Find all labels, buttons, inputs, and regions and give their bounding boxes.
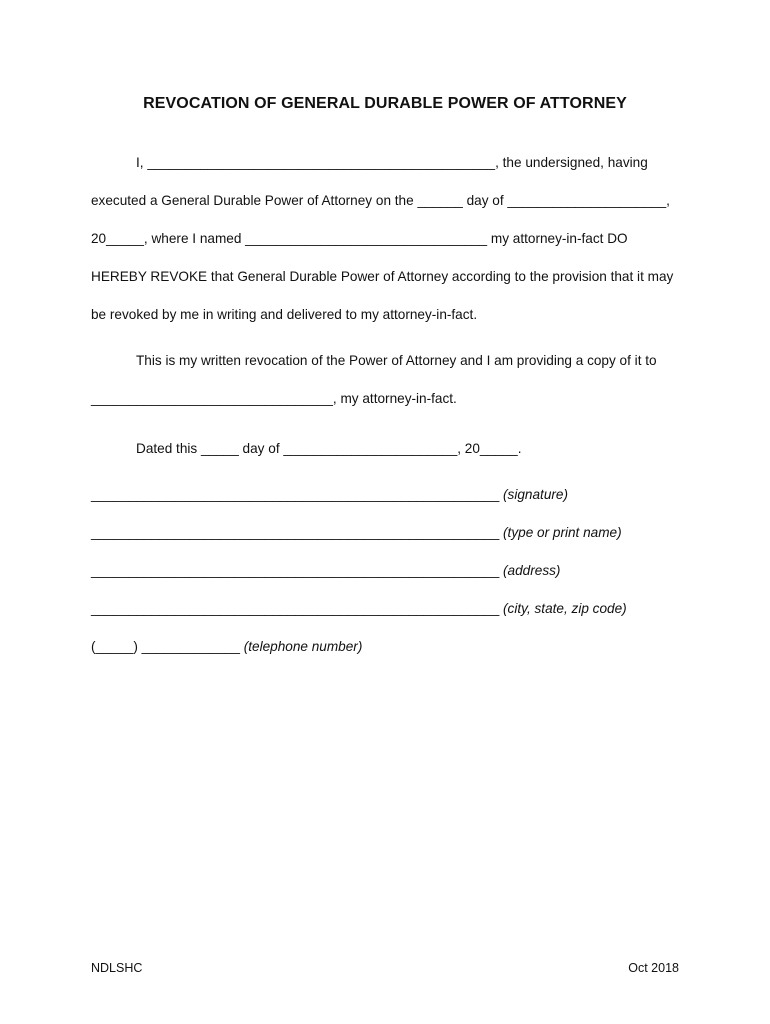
paragraph-1-line-5: be revoked by me in writing and delivered to my attorney-in-fact. bbox=[91, 307, 478, 322]
telephone-line bbox=[91, 638, 691, 656]
print-name-line bbox=[91, 524, 691, 542]
telephone-blank: (_____) _____________ bbox=[91, 639, 244, 654]
print-name-label: (type or print name) bbox=[503, 525, 622, 540]
footer-date: Oct 2018 bbox=[628, 961, 679, 975]
footer-organization: NDLSHC bbox=[91, 961, 143, 975]
paragraph-1-line-2: executed a General Durable Power of Attorney on the ______ day of _____________________, bbox=[91, 193, 670, 208]
signature-label: (signature) bbox=[503, 487, 569, 502]
paragraph-1-line-4: HEREBY REVOKE that General Durable Power of Attorney according to the provision that it may bbox=[91, 269, 674, 284]
print-name-blank: ______________________________________________________ bbox=[91, 525, 504, 540]
address-blank: ______________________________________________________ bbox=[91, 563, 504, 578]
document-title: REVOCATION OF GENERAL DURABLE POWER OF ATTORNEY bbox=[143, 95, 627, 112]
dated-line: Dated this _____ day of _______________________, 20_____. bbox=[136, 441, 522, 456]
paragraph-1-line-1: I, ______________________________________________, the undersigned, having bbox=[136, 155, 648, 170]
city-state-zip-blank: ______________________________________________________ bbox=[91, 601, 504, 616]
city-state-zip-line bbox=[91, 600, 691, 618]
address-line bbox=[91, 562, 691, 580]
address-label: (address) bbox=[503, 563, 561, 578]
signature-line bbox=[91, 486, 691, 504]
city-state-zip-label: (city, state, zip code) bbox=[503, 601, 627, 616]
paragraph-2-line-2: ________________________________, my attorney-in-fact. bbox=[91, 391, 457, 406]
paragraph-2-line-1: This is my written revocation of the Power of Attorney and I am providing a copy of it to bbox=[136, 353, 657, 368]
paragraph-1-line-3: 20_____, where I named ________________________________ my attorney-in-fact DO bbox=[91, 231, 628, 246]
signature-blank: ______________________________________________________ bbox=[91, 487, 504, 502]
telephone-label: (telephone number) bbox=[243, 639, 363, 654]
